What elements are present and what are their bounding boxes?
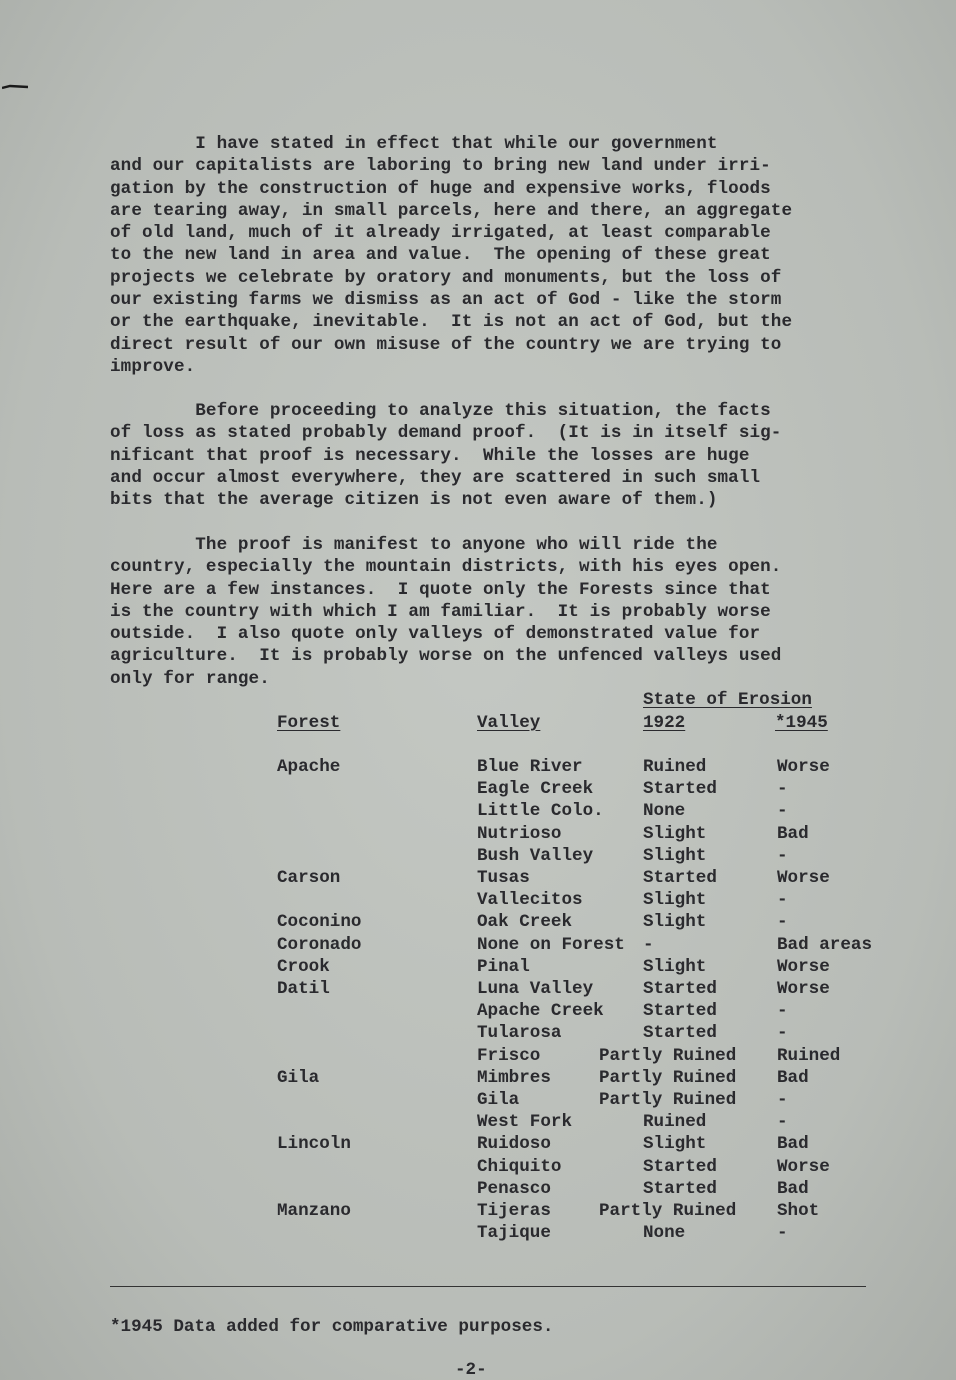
erosion-1945-cell: - bbox=[777, 801, 788, 822]
erosion-1922-cell: Partly Ruined bbox=[599, 1090, 737, 1110]
forest-cell: Coronado bbox=[277, 934, 362, 955]
forest-cell: Lincoln bbox=[277, 1134, 351, 1155]
erosion-1922-cell: Slight bbox=[643, 1134, 707, 1155]
erosion-1945-cell: Worse bbox=[777, 1156, 830, 1177]
valley-cell: Blue River bbox=[477, 757, 583, 777]
erosion-1922-cell: Ruined bbox=[643, 1112, 707, 1133]
erosion-1922-cell: Started bbox=[643, 1156, 717, 1177]
paragraph-1 bbox=[110, 133, 850, 378]
valley-cell: Little Colo. bbox=[477, 801, 604, 822]
footnote-divider bbox=[110, 1286, 866, 1287]
forest-cell: Manzano bbox=[277, 1201, 351, 1221]
valley-cell: Mimbres bbox=[477, 1067, 551, 1088]
erosion-1922-cell: Started bbox=[643, 1023, 717, 1044]
text-line: to the new land in area and value. The opening of these great bbox=[110, 245, 771, 266]
page-number: -2- bbox=[455, 1360, 487, 1380]
erosion-1945-cell: - bbox=[777, 1090, 788, 1110]
text-line: bits that the average citizen is not even aware of them.) bbox=[110, 490, 718, 511]
header-1945: *1945 bbox=[775, 713, 828, 733]
erosion-1922-cell: Partly Ruined bbox=[599, 1045, 737, 1066]
erosion-1945-cell: Bad areas bbox=[777, 934, 873, 955]
forest-cell: Crook bbox=[277, 956, 330, 977]
valley-cell: Eagle Creek bbox=[477, 779, 594, 800]
text-line: of old land, much of it already irrigated, at least comparable bbox=[110, 223, 771, 244]
erosion-1922-cell: Started bbox=[643, 1178, 717, 1199]
valley-cell: Gila bbox=[477, 1090, 520, 1110]
valley-cell: Bush Valley bbox=[477, 845, 594, 866]
erosion-1922-cell: Started bbox=[643, 868, 717, 888]
valley-cell: West Fork bbox=[477, 1112, 573, 1133]
erosion-1922-cell: Started bbox=[643, 779, 717, 800]
erosion-1922-cell: Slight bbox=[643, 912, 707, 933]
erosion-1922-cell: Started bbox=[643, 979, 717, 999]
erosion-1945-cell: Shot bbox=[777, 1201, 820, 1221]
erosion-1945-cell: - bbox=[777, 779, 788, 800]
footnote: *1945 Data added for comparative purposes. bbox=[110, 1317, 554, 1337]
erosion-1945-cell: - bbox=[777, 845, 788, 866]
text-line: improve. bbox=[110, 356, 196, 377]
erosion-1922-cell: Slight bbox=[643, 823, 707, 844]
valley-cell: None on Forest bbox=[477, 934, 625, 955]
erosion-1922-cell: Partly Ruined bbox=[599, 1201, 737, 1221]
header-valley: Valley bbox=[477, 713, 541, 733]
valley-cell: Tajique bbox=[477, 1223, 551, 1244]
text-line: Here are a few instances. I quote only the Forests since that bbox=[110, 579, 771, 600]
valley-cell: Apache Creek bbox=[477, 1001, 604, 1022]
forest-cell: Datil bbox=[277, 979, 330, 999]
valley-cell: Tijeras bbox=[477, 1201, 551, 1221]
valley-cell: Pinal bbox=[477, 956, 530, 977]
header-1922: 1922 bbox=[643, 713, 686, 733]
erosion-1945-cell: - bbox=[777, 912, 788, 933]
paragraph-3 bbox=[110, 534, 850, 690]
text-line: of loss as stated probably demand proof. (It is in itself sig- bbox=[110, 423, 782, 444]
erosion-1945-cell: - bbox=[777, 1223, 788, 1244]
header-forest: Forest bbox=[277, 713, 341, 733]
text-line: is the country with which I am familiar. It is probably worse bbox=[110, 601, 771, 622]
erosion-1945-cell: Worse bbox=[777, 868, 830, 888]
valley-cell: Frisco bbox=[477, 1045, 541, 1066]
erosion-1945-cell: - bbox=[777, 890, 788, 911]
forest-cell: Gila bbox=[277, 1067, 320, 1088]
erosion-1922-cell: Partly Ruined bbox=[599, 1067, 737, 1088]
valley-cell: Chiquito bbox=[477, 1156, 562, 1177]
text-line: our existing farms we dismiss as an act of God - like the storm bbox=[110, 290, 782, 311]
valley-cell: Tularosa bbox=[477, 1023, 562, 1044]
erosion-1945-cell: Worse bbox=[777, 757, 830, 777]
erosion-1945-cell: - bbox=[777, 1112, 788, 1133]
text-line: Before proceeding to analyze this situation, the facts bbox=[110, 401, 771, 421]
erosion-1945-cell: - bbox=[777, 1001, 788, 1022]
erosion-1945-cell: - bbox=[777, 1023, 788, 1044]
text-line: or the earthquake, inevitable. It is not an act of God, but the bbox=[110, 312, 793, 333]
erosion-1922-cell: Slight bbox=[643, 845, 707, 866]
erosion-1922-cell: Slight bbox=[643, 956, 707, 977]
erosion-1945-cell: Bad bbox=[777, 1067, 809, 1088]
text-line: direct result of our own misuse of the country we are trying to bbox=[110, 334, 782, 355]
erosion-1945-cell: Bad bbox=[777, 1134, 809, 1155]
erosion-1922-cell: None bbox=[643, 801, 686, 822]
valley-cell: Vallecitos bbox=[477, 890, 583, 911]
text-line: projects we celebrate by oratory and monuments, but the loss of bbox=[110, 267, 782, 288]
erosion-1922-cell: - bbox=[643, 934, 654, 955]
erosion-1922-cell: Started bbox=[643, 1001, 717, 1022]
valley-cell: Nutrioso bbox=[477, 823, 562, 844]
text-line: The proof is manifest to anyone who will ride the bbox=[110, 535, 718, 555]
margin-pen-mark bbox=[2, 84, 28, 90]
erosion-1945-cell: Worse bbox=[777, 956, 830, 977]
text-line: and our capitalists are laboring to bring new land under irri- bbox=[110, 156, 771, 177]
text-line: are tearing away, in small parcels, here and there, an aggregate bbox=[110, 200, 793, 221]
valley-cell: Penasco bbox=[477, 1178, 551, 1199]
valley-cell: Ruidoso bbox=[477, 1134, 551, 1155]
erosion-1945-cell: Ruined bbox=[777, 1045, 841, 1066]
valley-cell: Oak Creek bbox=[477, 912, 573, 933]
erosion-1922-cell: Ruined bbox=[643, 757, 707, 777]
text-line: I have stated in effect that while our government bbox=[110, 134, 718, 154]
erosion-1945-cell: Worse bbox=[777, 979, 830, 999]
valley-cell: Tusas bbox=[477, 868, 530, 888]
forest-cell: Coconino bbox=[277, 912, 362, 933]
erosion-1922-cell: Slight bbox=[643, 890, 707, 911]
table-group-header: State of Erosion bbox=[643, 690, 812, 710]
text-line: gation by the construction of huge and expensive works, floods bbox=[110, 178, 771, 199]
forest-cell: Apache bbox=[277, 757, 341, 777]
erosion-1945-cell: Bad bbox=[777, 1178, 809, 1199]
text-line: outside. I also quote only valleys of demonstrated value for bbox=[110, 624, 761, 645]
text-line: and occur almost everywhere, they are scattered in such small bbox=[110, 467, 761, 488]
text-line: country, especially the mountain districts, with his eyes open. bbox=[110, 557, 782, 578]
text-line: agriculture. It is probably worse on the unfenced valleys used bbox=[110, 646, 782, 667]
text-line: only for range. bbox=[110, 668, 270, 689]
valley-cell: Luna Valley bbox=[477, 979, 594, 999]
text-line: nificant that proof is necessary. While the losses are huge bbox=[110, 445, 750, 466]
erosion-1945-cell: Bad bbox=[777, 823, 809, 844]
erosion-1922-cell: None bbox=[643, 1223, 686, 1244]
paragraph-2 bbox=[110, 400, 850, 511]
forest-cell: Carson bbox=[277, 868, 341, 888]
